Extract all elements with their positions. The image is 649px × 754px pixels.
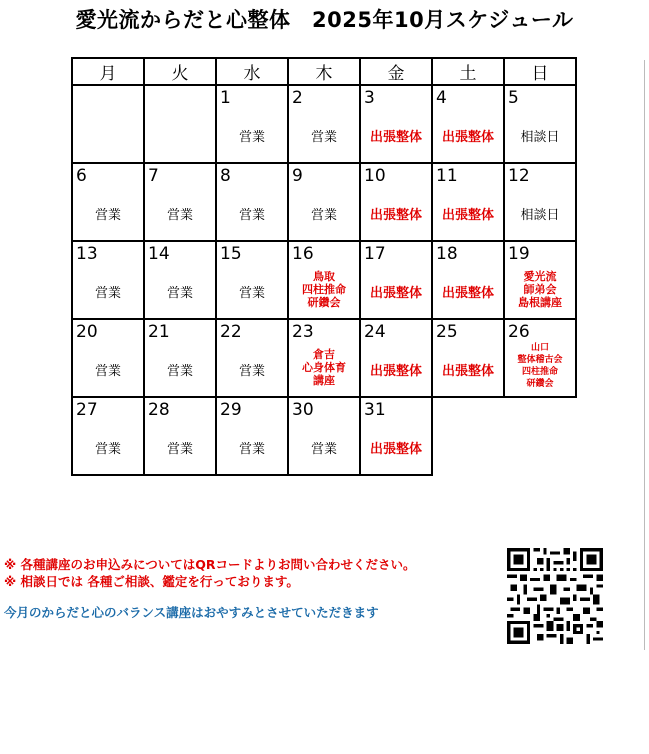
day-number: 13: [76, 244, 98, 264]
day-cell-10: [360, 163, 432, 241]
empty-day-cell: [144, 85, 216, 163]
day-event: 営業: [166, 208, 193, 223]
weekday-thu: 木: [288, 58, 360, 85]
day-event: 営業: [94, 208, 121, 223]
day-cell-13: [72, 241, 144, 319]
day-number: 12: [508, 166, 530, 186]
day-cell-19: [504, 241, 576, 319]
day-number: 20: [76, 322, 98, 342]
day-cell-30: [288, 397, 360, 475]
day-event: 営業: [94, 364, 121, 379]
note-apply-via-qr: ※ 各種講座のお申込みについてはQRコードよりお問い合わせください。: [4, 557, 416, 572]
day-number: 24: [364, 322, 386, 342]
day-cell-14: [144, 241, 216, 319]
day-event: 営業: [310, 130, 337, 145]
day-cell-25: [432, 319, 504, 397]
day-event: 出張整体: [369, 364, 422, 379]
weekday-header-row: [72, 58, 576, 85]
day-event: 出張整体: [369, 130, 422, 145]
day-number: 10: [364, 166, 386, 186]
week-row: [72, 163, 576, 241]
day-cell-15: [216, 241, 288, 319]
empty-day-cell: [504, 397, 576, 475]
day-cell-18: [432, 241, 504, 319]
day-cell-26: [504, 319, 576, 397]
day-event: 営業: [238, 286, 265, 301]
day-number: 28: [148, 400, 170, 420]
day-number: 16: [292, 244, 314, 264]
day-number: 11: [436, 166, 458, 186]
day-number: 1: [220, 88, 231, 108]
note-consultation-day: ※ 相談日では 各種ご相談、鑑定を行っております。: [4, 574, 299, 589]
day-cell-1: [216, 85, 288, 163]
day-cell-4: [432, 85, 504, 163]
day-number: 2: [292, 88, 303, 108]
day-event: 出張整体: [369, 442, 422, 457]
day-event: 鳥取 四柱推命 研鑽会: [302, 270, 346, 309]
day-number: 5: [508, 88, 519, 108]
day-cell-28: [144, 397, 216, 475]
day-number: 8: [220, 166, 231, 186]
day-number: 21: [148, 322, 170, 342]
day-cell-11: [432, 163, 504, 241]
page-title: 愛光流からだと心整体 2025年10月スケジュール: [75, 8, 574, 32]
day-event: 営業: [238, 130, 265, 145]
day-number: 7: [148, 166, 159, 186]
day-cell-9: [288, 163, 360, 241]
day-cell-8: [216, 163, 288, 241]
day-event: 出張整体: [441, 286, 494, 301]
day-cell-7: [144, 163, 216, 241]
day-event: 相談日: [520, 130, 560, 145]
day-event: 出張整体: [441, 208, 494, 223]
day-number: 19: [508, 244, 530, 264]
day-event: 営業: [94, 442, 121, 457]
day-number: 26: [508, 322, 530, 342]
day-event: 出張整体: [369, 208, 422, 223]
day-cell-23: [288, 319, 360, 397]
day-number: 6: [76, 166, 87, 186]
day-cell-17: [360, 241, 432, 319]
day-cell-5: [504, 85, 576, 163]
day-cell-27: [72, 397, 144, 475]
day-number: 23: [292, 322, 314, 342]
weekday-sat: 土: [432, 58, 504, 85]
week-row: [72, 241, 576, 319]
day-event: 出張整体: [369, 286, 422, 301]
page-edge-line: [644, 60, 645, 650]
day-event: 愛光流 師弟会 島根講座: [518, 270, 562, 309]
day-cell-20: [72, 319, 144, 397]
day-event: 山口 整体稽古会 四柱推命 研鑽会: [517, 343, 563, 389]
day-event: 倉吉 心身体育 講座: [302, 348, 346, 387]
day-number: 30: [292, 400, 314, 420]
day-event: 営業: [166, 364, 193, 379]
day-cell-24: [360, 319, 432, 397]
day-cell-22: [216, 319, 288, 397]
empty-day-cell: [72, 85, 144, 163]
day-cell-6: [72, 163, 144, 241]
day-cell-29: [216, 397, 288, 475]
day-number: 4: [436, 88, 447, 108]
day-number: 31: [364, 400, 386, 420]
day-number: 9: [292, 166, 303, 186]
day-event: 営業: [310, 442, 337, 457]
day-number: 27: [76, 400, 98, 420]
day-number: 17: [364, 244, 386, 264]
day-cell-12: [504, 163, 576, 241]
week-row: [72, 85, 576, 163]
day-event: 出張整体: [441, 364, 494, 379]
day-cell-21: [144, 319, 216, 397]
day-event: 営業: [238, 442, 265, 457]
day-number: 3: [364, 88, 375, 108]
day-cell-3: [360, 85, 432, 163]
day-event: 営業: [166, 442, 193, 457]
day-event: 営業: [310, 208, 337, 223]
weekday-wed: 水: [216, 58, 288, 85]
notes-section: [4, 556, 416, 621]
weekday-fri: 金: [360, 58, 432, 85]
day-event: 相談日: [520, 208, 560, 223]
day-event: 出張整体: [441, 130, 494, 145]
day-cell-31: [360, 397, 432, 475]
weekday-sun: 日: [504, 58, 576, 85]
weekday-tue: 火: [144, 58, 216, 85]
qr-code-icon[interactable]: [507, 548, 603, 644]
day-cell-2: [288, 85, 360, 163]
day-event: 営業: [238, 364, 265, 379]
empty-day-cell: [432, 397, 504, 475]
calendar-table: [71, 57, 577, 476]
day-number: 18: [436, 244, 458, 264]
day-number: 15: [220, 244, 242, 264]
day-number: 22: [220, 322, 242, 342]
day-event: 営業: [166, 286, 193, 301]
note-lecture-closed: 今月のからだと心のバランス講座はおやすみとさせていただきます: [4, 605, 379, 620]
day-number: 29: [220, 400, 242, 420]
week-row: [72, 319, 576, 397]
day-number: 25: [436, 322, 458, 342]
day-cell-16: [288, 241, 360, 319]
day-event: 営業: [94, 286, 121, 301]
day-number: 14: [148, 244, 170, 264]
week-row: [72, 397, 576, 475]
weekday-mon: 月: [72, 58, 144, 85]
day-event: 営業: [238, 208, 265, 223]
